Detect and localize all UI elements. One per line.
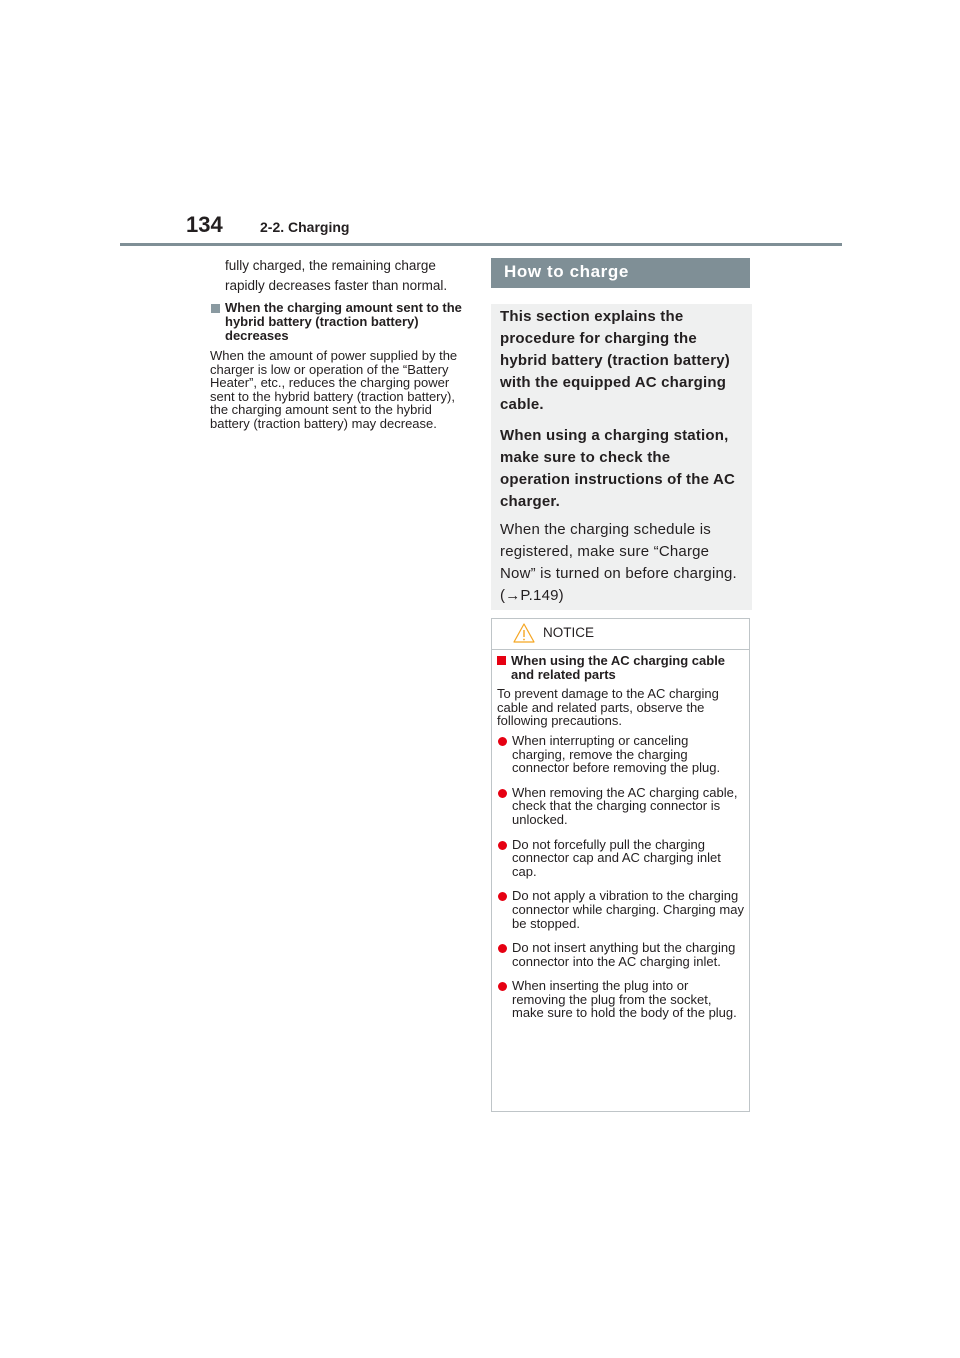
intro-box — [491, 304, 752, 610]
red-dot-icon — [498, 982, 507, 991]
notice-box — [491, 618, 750, 1112]
subheading — [210, 301, 468, 343]
intro-plain-text: When the charging schedule is registered, make sure “Charge Now” is turned on before charging. (→P.149) — [500, 521, 737, 604]
how-to-charge-banner — [491, 258, 750, 288]
continued-paragraph: fully charged, the remaining charge rapidly decreases faster than normal. — [225, 258, 448, 293]
body-paragraph: When the amount of power supplied by the charger is low or operation of the “Battery Heater”, etc., reduces the charging power sent to the hybrid battery (traction battery), the charging amount sent to the hybrid battery (traction battery) may decrease. — [210, 348, 458, 431]
subheading-text: When the charging amount sent to the hybrid battery (traction battery) decreases — [225, 300, 462, 343]
list-item — [497, 889, 744, 930]
header-rule — [120, 243, 842, 246]
list-item — [497, 838, 744, 879]
list-item-text: Do not forcefully pull the charging connector cap and AC charging inlet cap. — [512, 836, 721, 879]
warning-triangle-icon — [512, 622, 536, 644]
list-item-text: When inserting the plug into or removing the plug from the socket, make sure to hold the body of the plug. — [512, 978, 737, 1021]
list-item — [497, 734, 744, 775]
notice-intro: To prevent damage to the AC charging cable and related parts, observe the following precautions. — [497, 686, 719, 729]
list-item-text: When removing the AC charging cable, check that the charging connector is unlocked. — [512, 784, 738, 827]
red-dot-icon — [498, 789, 507, 798]
red-dot-icon — [498, 737, 507, 746]
notice-body — [492, 650, 749, 1020]
square-icon — [497, 656, 506, 665]
banner-title: How to charge — [504, 262, 629, 281]
intro-bold-text-2: When using a charging station, make sure to check the operation instructions of the AC charger. — [500, 427, 736, 510]
intro-bold-text-1: This section explains the procedure for charging the hybrid battery (traction battery) with the equipped AC charging cable. — [500, 308, 730, 413]
list-item-text: Do not insert anything but the charging connector into the AC charging inlet. — [512, 940, 736, 969]
notice-subheading-text: When using the AC charging cable and related parts — [511, 653, 726, 682]
list-item — [497, 979, 744, 1020]
list-item — [497, 941, 744, 968]
list-item-text: When interrupting or canceling charging, remove the charging connector before removing the plug. — [512, 732, 721, 776]
red-dot-icon — [498, 892, 507, 901]
red-dot-icon — [498, 841, 507, 850]
section-title: 2-2. Charging — [260, 219, 350, 235]
left-column — [210, 256, 468, 431]
list-item-text: Do not apply a vibration to the charging connector while charging. Charging may be stopped. — [512, 888, 744, 931]
notice-subheading — [497, 654, 744, 681]
notice-label: NOTICE — [543, 625, 595, 640]
page-number: 134 — [186, 212, 223, 237]
list-item — [497, 786, 744, 827]
red-dot-icon — [498, 944, 507, 953]
square-icon — [211, 304, 220, 313]
notice-header — [492, 619, 749, 650]
notice-list — [497, 734, 744, 1020]
